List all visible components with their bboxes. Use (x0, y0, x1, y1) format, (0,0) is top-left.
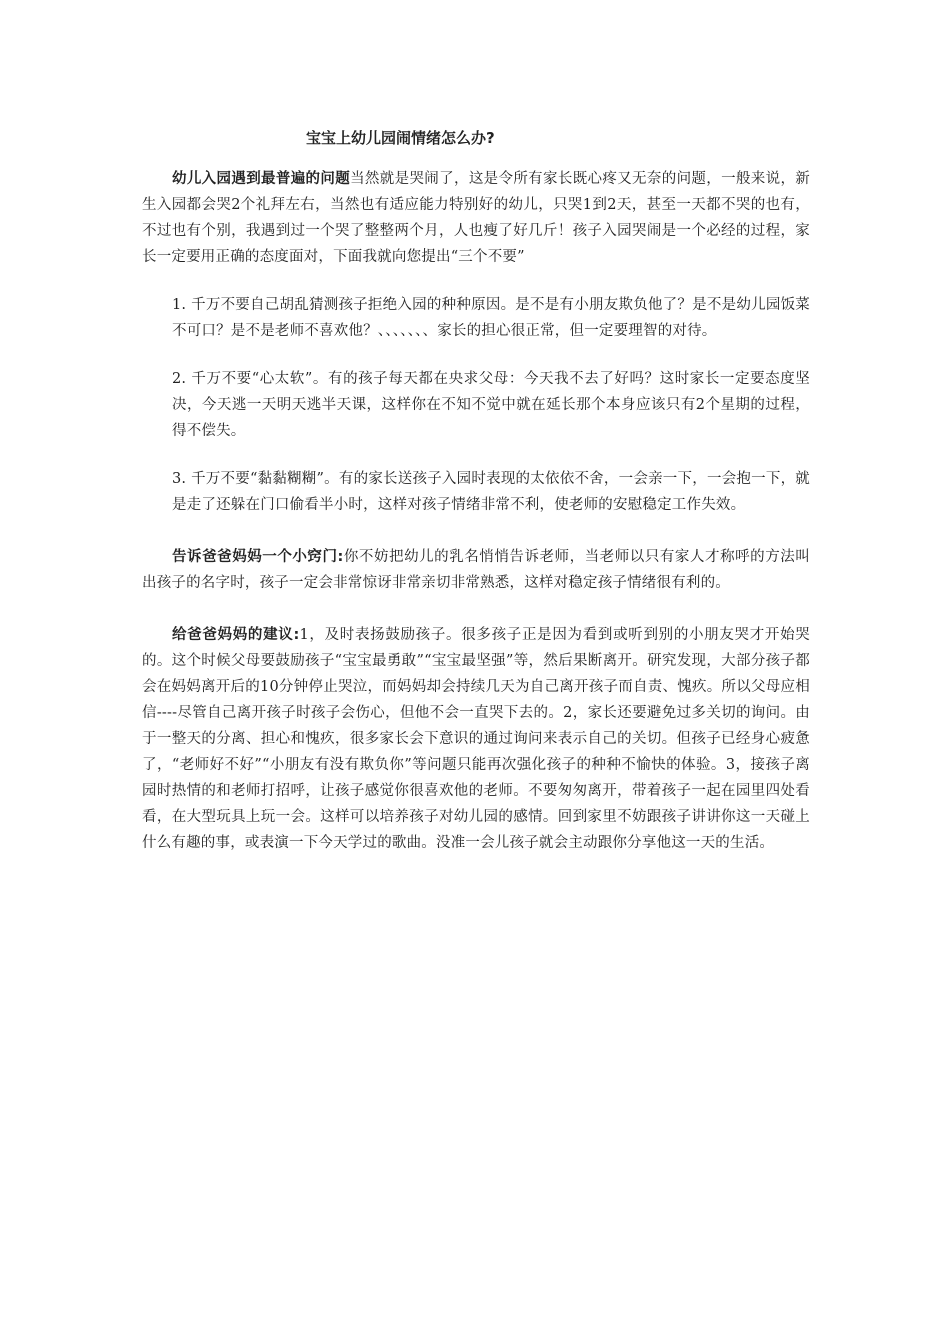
tip-text: 你不妨把幼儿的乳名悄悄告诉老师，当老师以只有家人才称呼的方法叫出孩子的名字时，孩子一定会非常惊讶非常亲切非常熟悉，这样对稳定孩子情绪很有利的。 (142, 549, 811, 591)
tip-lead: 告诉爸爸妈妈一个小窍门: (172, 549, 344, 565)
list-item-number: 3. (172, 471, 192, 487)
list-item-3 (172, 466, 810, 518)
list-item-1 (172, 292, 810, 344)
list-item-text: 千万不要“心太软”。有的孩子每天都在央求父母：今天我不去了好吗？这时家长一定要态度坚决，今天逃一天明天逃半天课，这样你在不知不觉中就在延长那个本身应该只有2个星期的过程，得不偿失。 (172, 371, 810, 439)
intro-paragraph (142, 166, 810, 270)
intro-lead: 幼儿入园遇到最普遍的问题 (172, 171, 351, 187)
intro-text: 当然就是哭闹了，这是令所有家长既心疼又无奈的问题，一般来说，新生入园都会哭2个礼拜左右，当然也有适应能力特别好的幼儿，只哭1到2天，甚至一天都不哭的也有，不过也有个别，我遇到过一个哭了整整两个月，人也瘦了好几斤！孩子入园哭闹是一个必经的过程，家长一定要用正确的态度面对，下面我就向您提出“三个不要” (142, 171, 810, 265)
list-item-2 (172, 366, 810, 444)
advice-paragraph (142, 622, 810, 856)
list-item-text: 千万不要“黏黏糊糊”。有的家长送孩子入园时表现的太依依不舍，一会亲一下，一会抱一下，就是走了还躲在门口偷看半小时，这样对孩子情绪非常不利，使老师的安慰稳定工作失效。 (172, 471, 811, 513)
list-item-number: 2. (172, 371, 192, 387)
advice-lead: 给爸爸妈妈的建议: (172, 627, 300, 643)
advice-text: 1，及时表扬鼓励孩子。很多孩子正是因为看到或听到别的小朋友哭才开始哭的。这个时候父母要鼓励孩子“宝宝最勇敢”“宝宝最坚强”等，然后果断离开。研究发现，大部分孩子都会在妈妈离开后的10分钟停止哭泣，而妈妈却会持续几天为自己离开孩子而自责、愧疚。所以父母应相信----尽管自己离开孩子时孩子会伤心，但他不会一直哭下去的。2，家长还要避免过多关切的询问。由于一整天的分离、担心和愧疚，很多家长会下意识的通过询问来表示自己的关切。但孩子已经身心疲惫了，“老师好不好”“小朋友有没有欺负你”等问题只能再次强化孩子的种种不愉快的体验。3，接孩子离园时热情的和老师打招呼，让孩子感觉你很喜欢他的老师。不要匆匆离开，带着孩子一起在园里四处看看，在大型玩具上玩一会。这样可以培养孩子对幼儿园的感情。回到家里不妨跟孩子讲讲你这一天碰上什么有趣的事，或表演一下今天学过的歌曲。没准一会儿孩子就会主动跟你分享他这一天的生活。 (142, 627, 810, 851)
list-item-text: 千万不要自己胡乱猜测孩子拒绝入园的种种原因。是不是有小朋友欺负他了？是不是幼儿园饭菜不可口？是不是老师不喜欢他？、、、、、、、家长的担心很正常，但一定要理智的对待。 (172, 297, 810, 339)
document-page (142, 124, 810, 856)
document-title: 宝宝上幼儿园闹情绪怎么办? (306, 129, 495, 147)
list-item-number: 1. (172, 297, 192, 313)
tip-paragraph (142, 544, 810, 596)
